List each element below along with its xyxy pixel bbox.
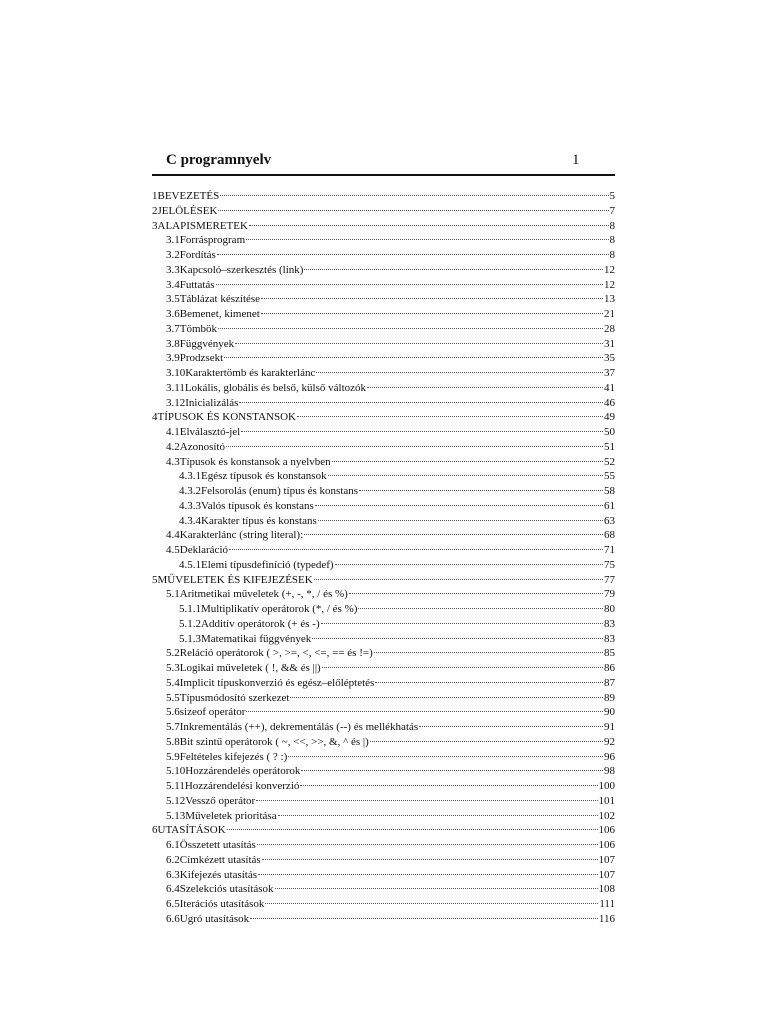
toc-entry-label: 6UTASÍTÁSOK bbox=[152, 824, 226, 837]
toc-entry[interactable] bbox=[152, 455, 615, 470]
dot-leader bbox=[419, 726, 603, 727]
toc-entry-label: 5.6sizeof operátor bbox=[166, 706, 246, 719]
toc-entry-page-number: 77 bbox=[604, 573, 615, 586]
dot-leader bbox=[328, 475, 603, 476]
page-header bbox=[152, 152, 615, 176]
toc-entry-page-number: 100 bbox=[598, 780, 615, 792]
toc-entry-page-number: 50 bbox=[604, 426, 615, 438]
dot-leader bbox=[367, 387, 603, 388]
toc-entry[interactable] bbox=[152, 351, 615, 366]
table-of-contents bbox=[152, 189, 615, 927]
toc-entry[interactable] bbox=[152, 573, 615, 588]
toc-entry-page-number: 90 bbox=[604, 706, 615, 719]
toc-entry-label: 5.12Vessző operátor bbox=[166, 794, 256, 807]
toc-entry-label: 3.7Tömbök bbox=[166, 322, 218, 335]
toc-entry-label: 3.10Karaktertömb és karakterlánc bbox=[166, 367, 316, 379]
toc-entry[interactable] bbox=[152, 646, 615, 661]
dot-leader bbox=[297, 416, 603, 417]
toc-entry-label: 3.5Táblázat készítése bbox=[166, 293, 261, 306]
toc-entry[interactable] bbox=[152, 809, 615, 824]
dot-leader bbox=[218, 210, 608, 211]
toc-entry[interactable] bbox=[152, 750, 615, 765]
toc-entry-label: 5.3Logikai műveletek ( !, && és ||) bbox=[166, 662, 321, 674]
toc-entry[interactable] bbox=[152, 543, 615, 558]
document-title: C programnyelv bbox=[166, 152, 272, 168]
toc-entry-page-number: 8 bbox=[609, 249, 615, 261]
toc-entry-label: 5.1.3Matematikai függvények bbox=[179, 632, 312, 645]
toc-entry[interactable] bbox=[152, 661, 615, 676]
toc-entry[interactable] bbox=[152, 823, 615, 838]
toc-entry-page-number: 8 bbox=[609, 234, 615, 247]
dot-leader bbox=[316, 372, 603, 373]
toc-entry-page-number: 106 bbox=[598, 839, 615, 851]
toc-entry-label: 5.1.2Additív operátorok (+ és -) bbox=[179, 617, 320, 630]
toc-entry-label: 2JELÖLÉSEK bbox=[152, 204, 218, 217]
toc-entry-label: 4.3Típusok és konstansok a nyelvben bbox=[166, 455, 331, 468]
toc-entry-page-number: 98 bbox=[604, 765, 615, 778]
dot-leader bbox=[318, 520, 603, 521]
toc-entry-page-number: 52 bbox=[604, 455, 615, 468]
toc-entry-page-number: 71 bbox=[604, 544, 615, 556]
toc-entry-page-number: 92 bbox=[604, 735, 615, 748]
toc-entry-label: 5.11Hozzárendelési konverzió bbox=[166, 780, 300, 792]
toc-entry-page-number: 87 bbox=[604, 676, 615, 689]
toc-entry[interactable] bbox=[152, 410, 615, 425]
toc-entry[interactable] bbox=[152, 779, 615, 794]
toc-entry-label: 3.12Inicializálás bbox=[166, 396, 239, 409]
toc-entry-label: 5.1.1Multiplikatív operátorok (*, / és %) bbox=[179, 603, 358, 615]
toc-entry[interactable] bbox=[152, 292, 615, 307]
dot-leader bbox=[216, 284, 603, 285]
dot-leader bbox=[290, 697, 603, 698]
toc-entry[interactable] bbox=[152, 720, 615, 735]
toc-entry[interactable] bbox=[152, 425, 615, 440]
dot-leader bbox=[226, 446, 603, 447]
toc-entry-page-number: 5 bbox=[609, 190, 615, 202]
toc-entry-label: 3.3Kapcsoló–szerkesztés (link) bbox=[166, 263, 304, 276]
toc-entry-page-number: 12 bbox=[604, 278, 615, 291]
dot-leader bbox=[261, 298, 603, 299]
toc-entry[interactable] bbox=[152, 307, 615, 322]
dot-leader bbox=[304, 269, 603, 270]
toc-entry[interactable] bbox=[152, 366, 615, 381]
toc-entry-label: 3.11Lokális, globális és belső, külső változók bbox=[166, 381, 367, 394]
toc-entry-label: 3.6Bemenet, kimenet bbox=[166, 308, 260, 320]
dot-leader bbox=[258, 874, 597, 875]
toc-entry-label: 5.13Műveletek prioritása bbox=[166, 809, 277, 822]
toc-entry[interactable] bbox=[152, 381, 615, 396]
toc-entry[interactable] bbox=[152, 514, 615, 529]
toc-entry-label: 4.3.2Felsorolás (enum) típus és konstans bbox=[179, 485, 359, 497]
toc-entry-page-number: 31 bbox=[604, 337, 615, 350]
dot-leader bbox=[374, 652, 603, 653]
dot-leader bbox=[312, 638, 603, 639]
toc-entry[interactable] bbox=[152, 219, 615, 234]
toc-entry-label: 3.9Prodzsekt bbox=[166, 352, 224, 365]
toc-entry[interactable] bbox=[152, 278, 615, 293]
toc-entry[interactable] bbox=[152, 602, 615, 617]
dot-leader bbox=[300, 785, 597, 786]
toc-entry-page-number: 68 bbox=[604, 529, 615, 542]
toc-entry[interactable] bbox=[152, 868, 615, 883]
toc-entry-page-number: 35 bbox=[604, 352, 615, 365]
toc-entry-label: 1BEVEZETÉS bbox=[152, 190, 220, 202]
toc-entry-label: 5.2Reláció operátorok ( >, >=, <, <=, == és !=) bbox=[166, 647, 373, 660]
toc-entry-label: 5.9Feltételes kifejezés ( ? :) bbox=[166, 750, 288, 763]
toc-entry[interactable] bbox=[152, 794, 615, 809]
toc-entry[interactable] bbox=[152, 735, 615, 750]
toc-entry-page-number: 58 bbox=[604, 485, 615, 497]
dot-leader bbox=[375, 682, 603, 683]
toc-entry[interactable] bbox=[152, 853, 615, 868]
toc-entry[interactable] bbox=[152, 204, 615, 219]
toc-entry[interactable] bbox=[152, 263, 615, 278]
toc-entry[interactable] bbox=[152, 322, 615, 337]
toc-entry[interactable] bbox=[152, 617, 615, 632]
toc-entry-label: 5.7Inkrementálás (++), dekrementálás (--) és mellékhatás bbox=[166, 721, 419, 733]
toc-entry-label: 4.3.3Valós típusok és konstans bbox=[179, 499, 314, 512]
toc-entry-label: 3.8Függvények bbox=[166, 337, 235, 350]
toc-entry[interactable] bbox=[152, 705, 615, 720]
toc-entry[interactable] bbox=[152, 764, 615, 779]
toc-entry-label: 5.4Implicit típuskonverzió és egész–előléptetés bbox=[166, 676, 375, 689]
dot-leader bbox=[265, 903, 598, 904]
toc-entry-label: 5.8Bit szintű operátorok ( ~, <<, >>, &, ^ és |) bbox=[166, 735, 369, 748]
toc-entry-page-number: 91 bbox=[604, 721, 615, 733]
toc-entry-page-number: 28 bbox=[604, 322, 615, 335]
toc-entry-page-number: 13 bbox=[604, 293, 615, 306]
dot-leader bbox=[304, 534, 603, 535]
toc-entry-label: 5MŰVELETEK ÉS KIFEJEZÉSEK bbox=[152, 573, 313, 586]
toc-entry-page-number: 12 bbox=[604, 263, 615, 276]
toc-entry-label: 4.4Karakterlánc (string literal): bbox=[166, 529, 304, 542]
toc-entry-label: 6.3Kifejezés utasítás bbox=[166, 868, 258, 881]
toc-entry-label: 5.5Típusmódosító szerkezet bbox=[166, 691, 290, 704]
toc-entry-page-number: 61 bbox=[604, 499, 615, 512]
toc-entry-page-number: 85 bbox=[604, 647, 615, 660]
toc-entry-label: 5.10Hozzárendelés operátorok bbox=[166, 765, 301, 778]
dot-leader bbox=[335, 564, 603, 565]
dot-leader bbox=[249, 225, 609, 226]
toc-entry-page-number: 102 bbox=[598, 809, 615, 822]
dot-leader bbox=[359, 490, 603, 491]
toc-entry-label: 5.1Aritmetikai műveletek (+, -, *, / és %) bbox=[166, 588, 348, 601]
toc-entry-page-number: 96 bbox=[604, 750, 615, 763]
dot-leader bbox=[235, 343, 603, 344]
dot-leader bbox=[217, 254, 609, 255]
toc-entry-page-number: 41 bbox=[604, 381, 615, 394]
dot-leader bbox=[370, 741, 603, 742]
toc-entry[interactable] bbox=[152, 912, 615, 927]
toc-entry-label: 3.2Fordítás bbox=[166, 249, 216, 261]
dot-leader bbox=[262, 859, 598, 860]
toc-entry-page-number: 108 bbox=[598, 883, 615, 896]
dot-leader bbox=[301, 770, 603, 771]
toc-entry-page-number: 83 bbox=[604, 617, 615, 630]
toc-entry-page-number: 37 bbox=[604, 367, 615, 379]
toc-entry-page-number: 80 bbox=[604, 603, 615, 615]
toc-entry[interactable] bbox=[152, 484, 615, 499]
toc-entry-label: 4.3.4Karakter típus és konstans bbox=[179, 514, 317, 527]
toc-entry-label: 4.5.1Elemi típusdefiníció (typedef) bbox=[179, 558, 334, 571]
dot-leader bbox=[256, 800, 597, 801]
toc-entry-label: 3.1Forrásprogram bbox=[166, 234, 246, 247]
toc-entry[interactable] bbox=[152, 897, 615, 912]
toc-entry-page-number: 107 bbox=[598, 853, 615, 866]
toc-entry-page-number: 55 bbox=[604, 470, 615, 483]
toc-entry-label: 4.3.1Egész típusok és konstansok bbox=[179, 470, 327, 483]
toc-entry[interactable] bbox=[152, 882, 615, 897]
dot-leader bbox=[275, 888, 598, 889]
dot-leader bbox=[358, 608, 603, 609]
toc-entry-page-number: 89 bbox=[604, 691, 615, 704]
toc-entry-page-number: 107 bbox=[598, 868, 615, 881]
toc-entry-page-number: 111 bbox=[599, 898, 615, 910]
toc-entry-page-number: 49 bbox=[604, 411, 615, 424]
dot-leader bbox=[278, 815, 598, 816]
toc-entry-page-number: 83 bbox=[604, 632, 615, 645]
dot-leader bbox=[257, 844, 598, 845]
dot-leader bbox=[224, 357, 603, 358]
toc-entry-page-number: 86 bbox=[604, 662, 615, 674]
toc-entry[interactable] bbox=[152, 632, 615, 647]
toc-entry[interactable] bbox=[152, 337, 615, 352]
toc-entry-label: 6.4Szelekciós utasítások bbox=[166, 883, 274, 896]
toc-entry[interactable] bbox=[152, 248, 615, 263]
toc-entry-page-number: 21 bbox=[604, 308, 615, 320]
toc-entry-page-number: 51 bbox=[604, 440, 615, 453]
toc-entry-label: 4.1Elválasztó-jel bbox=[166, 426, 241, 438]
toc-entry-label: 6.2Címkézett utasítás bbox=[166, 853, 261, 866]
toc-entry-page-number: 106 bbox=[598, 824, 615, 837]
toc-entry-label: 6.5Iterációs utasítások bbox=[166, 898, 265, 910]
dot-leader bbox=[250, 918, 598, 919]
toc-entry[interactable] bbox=[152, 838, 615, 853]
toc-entry-label: 3ALAPISMERETEK bbox=[152, 219, 248, 232]
toc-entry-page-number: 79 bbox=[604, 588, 615, 601]
toc-entry-label: 3.4Futtatás bbox=[166, 278, 215, 291]
dot-leader bbox=[315, 505, 603, 506]
dot-leader bbox=[349, 593, 603, 594]
toc-entry[interactable] bbox=[152, 396, 615, 411]
toc-entry-label: 6.6Ugró utasítások bbox=[166, 912, 250, 925]
toc-entry-page-number: 63 bbox=[604, 514, 615, 527]
toc-entry[interactable] bbox=[152, 469, 615, 484]
header-page-number: 1 bbox=[572, 152, 580, 168]
dot-leader bbox=[314, 579, 603, 580]
toc-entry-page-number: 7 bbox=[609, 204, 615, 217]
dot-leader bbox=[239, 402, 603, 403]
toc-entry[interactable] bbox=[152, 440, 615, 455]
dot-leader bbox=[220, 195, 608, 196]
dot-leader bbox=[261, 313, 603, 314]
toc-entry[interactable] bbox=[152, 189, 615, 204]
dot-leader bbox=[322, 667, 603, 668]
toc-entry-label: 4.5Deklaráció bbox=[166, 544, 228, 556]
toc-entry-label: 4TÍPUSOK ÉS KONSTANSOK bbox=[152, 411, 296, 424]
dot-leader bbox=[218, 328, 603, 329]
dot-leader bbox=[246, 239, 608, 240]
toc-entry-page-number: 46 bbox=[604, 396, 615, 409]
dot-leader bbox=[332, 461, 603, 462]
toc-entry-label: 6.1Összetett utasítás bbox=[166, 839, 256, 851]
toc-entry-page-number: 8 bbox=[609, 219, 615, 232]
dot-leader bbox=[227, 829, 598, 830]
toc-entry[interactable] bbox=[152, 499, 615, 514]
toc-entry-page-number: 75 bbox=[604, 558, 615, 571]
toc-entry[interactable] bbox=[152, 587, 615, 602]
toc-entry-page-number: 116 bbox=[598, 912, 615, 925]
dot-leader bbox=[246, 711, 603, 712]
toc-entry-label: 4.2Azonosító bbox=[166, 440, 225, 453]
dot-leader bbox=[321, 623, 603, 624]
toc-entry[interactable] bbox=[152, 691, 615, 706]
toc-entry[interactable] bbox=[152, 558, 615, 573]
toc-entry-page-number: 101 bbox=[598, 794, 615, 807]
toc-entry[interactable] bbox=[152, 233, 615, 248]
dot-leader bbox=[229, 549, 603, 550]
dot-leader bbox=[241, 431, 603, 432]
dot-leader bbox=[288, 756, 603, 757]
toc-entry[interactable] bbox=[152, 528, 615, 543]
toc-entry[interactable] bbox=[152, 676, 615, 691]
